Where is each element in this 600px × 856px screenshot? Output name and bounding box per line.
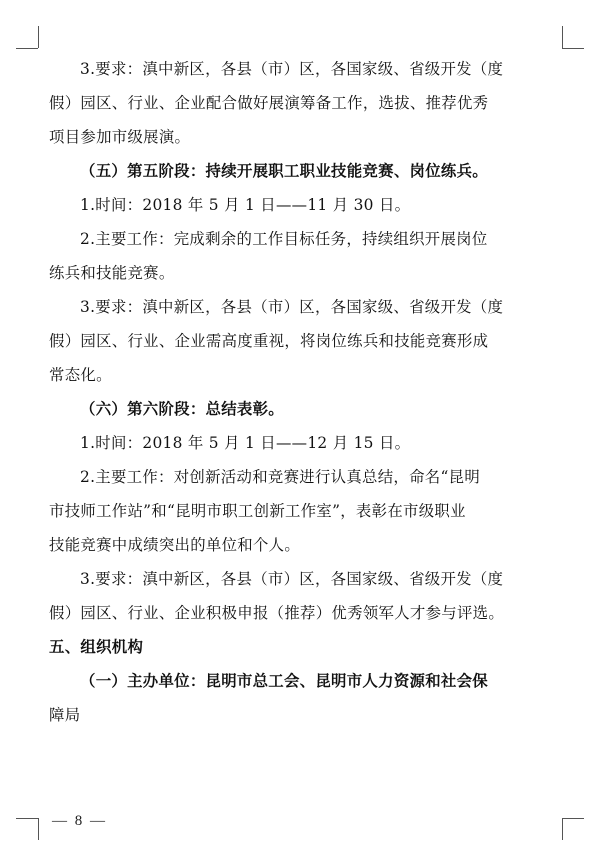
- crop-mark-top-right: [562, 26, 563, 48]
- crop-mark-bottom-right: [562, 818, 563, 840]
- paragraph-line: 项目参加市级展演。: [49, 128, 191, 146]
- crop-mark-top-right: [562, 48, 584, 49]
- paragraph-line: 2.主要工作：完成剩余的工作目标任务，持续组织开展岗位: [80, 230, 488, 248]
- page-number: — 8 —: [52, 813, 107, 829]
- paragraph-line: 1.时间：2018 年 5 月 1 日——11 月 30 日。: [80, 196, 411, 214]
- crop-mark-top-left: [16, 48, 38, 49]
- paragraph-line: 3.要求：滇中新区，各县（市）区，各国家级、省级开发（度: [80, 298, 504, 316]
- paragraph-line: 3.要求：滇中新区，各县（市）区，各国家级、省级开发（度: [80, 570, 504, 588]
- section-heading: （六）第六阶段：总结表彰。: [80, 400, 284, 418]
- paragraph-line: 技能竞赛中成绩突出的单位和个人。: [49, 536, 301, 554]
- crop-mark-bottom-left: [16, 818, 38, 819]
- crop-mark-bottom-right: [562, 818, 584, 819]
- paragraph-line: 假）园区、行业、企业积极申报（推荐）优秀领军人才参与评选。: [49, 604, 505, 622]
- paragraph-line: 障局: [49, 706, 81, 724]
- paragraph-line: 常态化。: [49, 366, 112, 384]
- paragraph-line: 假）园区、行业、企业需高度重视，将岗位练兵和技能竞赛形成: [49, 332, 489, 350]
- crop-mark-top-left: [38, 26, 39, 48]
- chapter-heading: 五、组织机构: [49, 638, 144, 656]
- crop-mark-bottom-left: [38, 818, 39, 840]
- paragraph-line: 市技师工作站”和“昆明市职工创新工作室”，表彰在市级职业: [49, 502, 466, 520]
- paragraph-line: 3.要求：滇中新区，各县（市）区，各国家级、省级开发（度: [80, 60, 504, 78]
- document-body: [49, 52, 572, 732]
- paragraph-line: 假）园区、行业、企业配合做好展演筹备工作，选拔、推荐优秀: [49, 94, 489, 112]
- section-heading: （五）第五阶段：持续开展职工职业技能竞赛、岗位练兵。: [80, 162, 488, 180]
- paragraph-line: 2.主要工作：对创新活动和竞赛进行认真总结，命名“昆明: [80, 468, 481, 486]
- paragraph-line: 练兵和技能竞赛。: [49, 264, 175, 282]
- paragraph-line: 1.时间：2018 年 5 月 1 日——12 月 15 日。: [80, 434, 411, 452]
- section-heading: （一）主办单位：昆明市总工会、昆明市人力资源和社会保: [80, 672, 488, 690]
